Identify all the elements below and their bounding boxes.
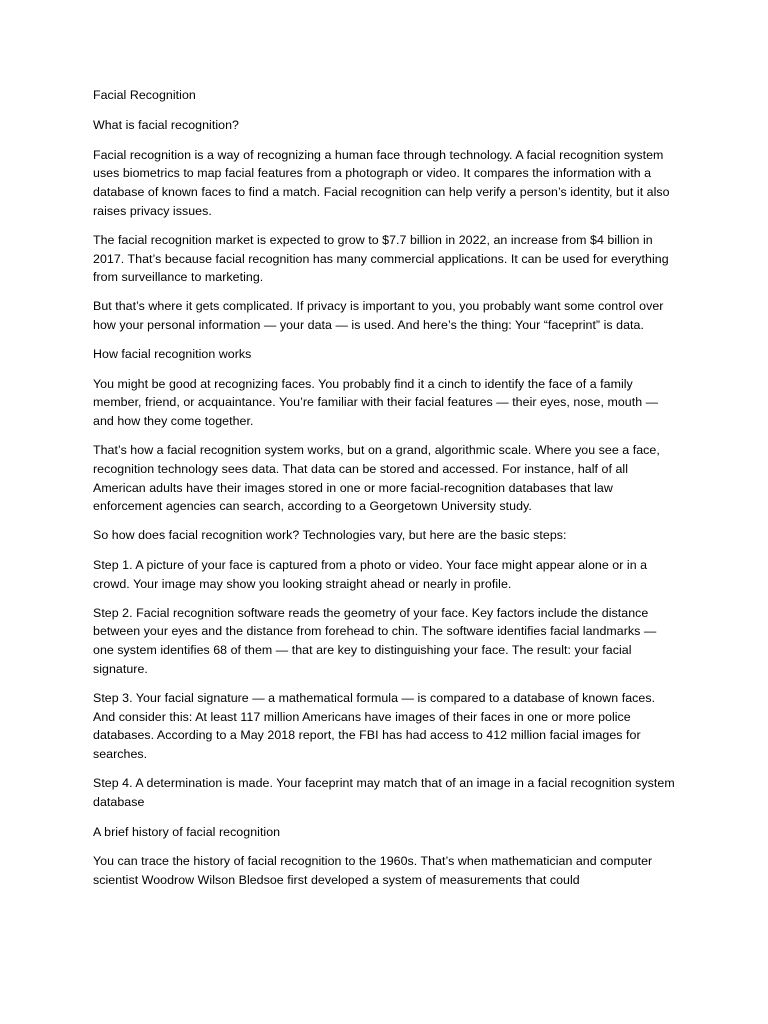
step-1-paragraph: Step 1. A picture of your face is captured from a photo or video. Your face might appear alone or in a crowd. Your image may show you looking straight ahead or nearly in profile.: [93, 557, 648, 591]
section-heading-history: A brief history of facial recognition: [93, 824, 281, 839]
paragraph-basic-steps: So how does facial recognition work? Technologies vary, but here are the basic steps:: [93, 528, 567, 543]
step-3-paragraph: Step 3. Your facial signature — a mathematical formula — is compared to a database of known faces. And consider this: At least 117 million Americans have images of their faces in one or more police databases. According to a May 2018 report, the FBI has had access to 412 million facial images for searches.: [93, 690, 656, 762]
paragraph-definition: Facial recognition is a way of recognizing a human face through technology. A facial recognition system uses biometrics to map facial features from a photograph or video. It compares the information with a database of known faces to find a match. Facial recognition can help verify a person’s identity, but it also raises privacy issues.: [93, 147, 670, 218]
step-2-paragraph: Step 2. Facial recognition software reads the geometry of your face. Key factors include the distance between your eyes and the distance from forehead to chin. The software identifies facial landmarks — one system identifies 68 of them — that are key to distinguishing your face. The result: your facial signature.: [93, 605, 657, 676]
step-4-paragraph: Step 4. A determination is made. Your faceprint may match that of an image in a facial recognition system database: [93, 775, 675, 809]
paragraph-history: You can trace the history of facial recognition to the 1960s. That’s when mathematician and computer scientist Woodrow Wilson Bledsoe first developed a system of measurements that could: [93, 854, 653, 888]
section-heading-what: What is facial recognition?: [93, 117, 239, 132]
paragraph-algorithmic-scale: That’s how a facial recognition system works, but on a grand, algorithmic scale. Where you see a face, recognition technology sees data. That data can be stored and accessed. For instance, half of all American adults have their images stored in one or more facial-recognition databases that law enforcement agencies can search, according to a Georgetown University study.: [93, 442, 660, 514]
section-heading-how: How facial recognition works: [93, 346, 252, 361]
paragraph-market: The facial recognition market is expected to grow to $7.7 billion in 2022, an increase from $4 billion in 2017. That’s because facial recognition has many commercial applications. It can be used for everything from surveillance to marketing.: [93, 232, 669, 285]
document-title: Facial Recognition: [93, 88, 196, 102]
paragraph-privacy: But that’s where it gets complicated. If privacy is important to you, you probably want some control over how your personal information — your data — is used. And here’s the thing: Your “faceprint” is data.: [93, 299, 664, 332]
paragraph-recognizing-faces: You might be good at recognizing faces. You probably find it a cinch to identify the face of a family member, friend, or acquaintance. You’re familiar with their facial features — their eyes, nose, mouth — and how they come together.: [93, 376, 659, 429]
